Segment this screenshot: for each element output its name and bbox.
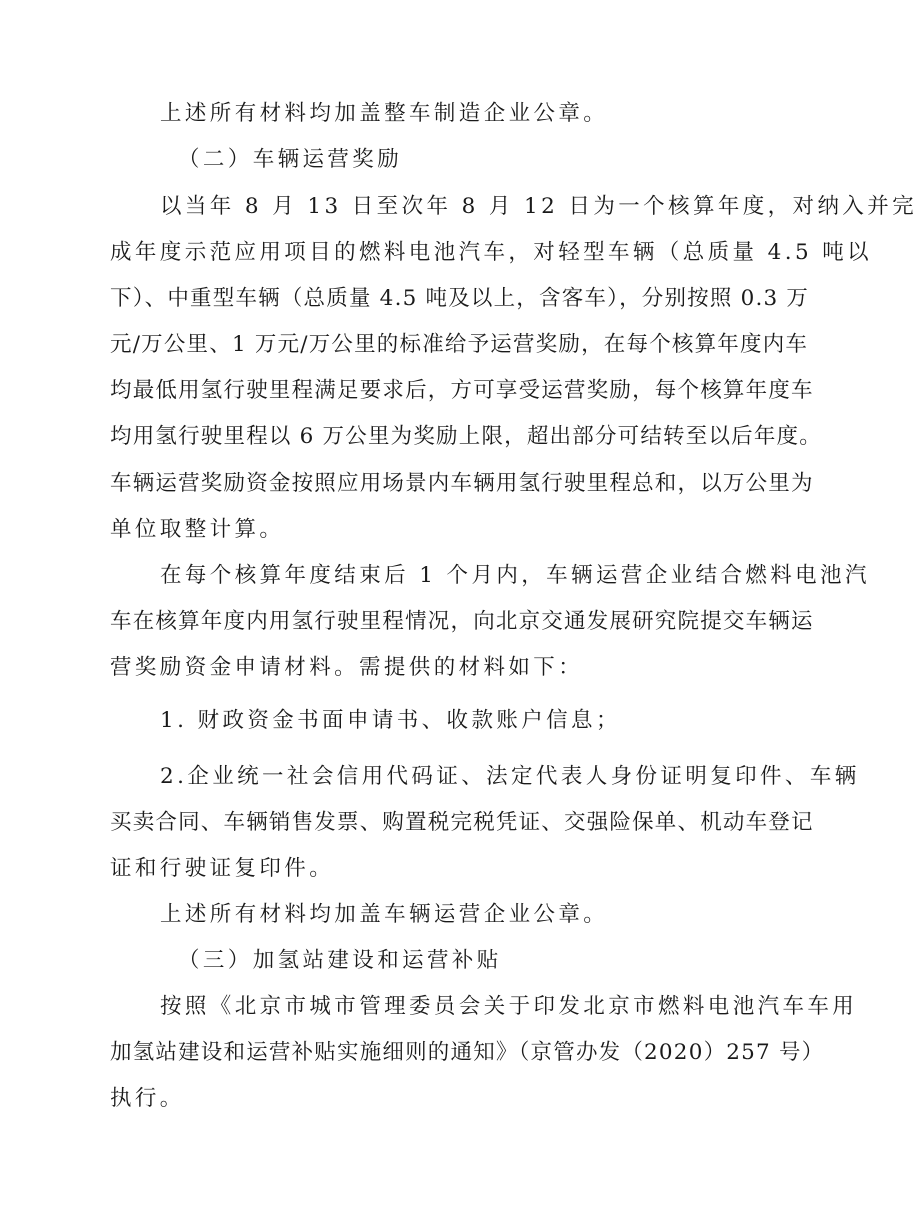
paragraph-line: 加氢站建设和运营补贴实施细则的通知》（京管办发（2020）257 号）	[110, 1040, 825, 1065]
list-item: 2.企业统一社会信用代码证、法定代表人身份证明复印件、车辆	[160, 764, 860, 789]
section-heading: （三）加氢站建设和运营补贴	[178, 948, 502, 973]
paragraph-line: 均最低用氢行驶里程满足要求后，方可享受运营奖励，每个核算年度车	[110, 378, 814, 403]
paragraph-line: 上述所有材料均加盖整车制造企业公章。	[160, 101, 609, 126]
paragraph-line: 单位取整计算。	[110, 517, 285, 542]
paragraph-line: 执行。	[110, 1086, 185, 1111]
paragraph-line: 证和行驶证复印件。	[110, 856, 335, 881]
paragraph-line: 上述所有材料均加盖车辆运营企业公章。	[160, 902, 609, 927]
paragraph-line: 在每个核算年度结束后 1 个月内，车辆运营企业结合燃料电池汽	[160, 563, 870, 588]
paragraph-line: 营奖励资金申请材料。需提供的材料如下：	[110, 655, 584, 680]
paragraph-line: 成年度示范应用项目的燃料电池汽车，对轻型车辆（总质量 4.5 吨以	[110, 240, 873, 265]
paragraph-line: 均用氢行驶里程以 6 万公里为奖励上限，超出部分可结转至以后年度。	[110, 424, 822, 449]
paragraph-line: 买卖合同、车辆销售发票、购置税完税凭证、交强险保单、机动车登记	[110, 810, 814, 835]
paragraph-line: 以当年 8 月 13 日至次年 8 月 12 日为一个核算年度，对纳入并完	[160, 194, 918, 219]
list-item: 1. 财政资金书面申请书、收款账户信息；	[160, 708, 621, 733]
section-heading: （二）车辆运营奖励	[178, 147, 403, 172]
paragraph-line: 元/万公里、1 万元/万公里的标准给予运营奖励，在每个核算年度内车	[110, 332, 809, 357]
paragraph-line: 车在核算年度内用氢行驶里程情况，向北京交通发展研究院提交车辆运	[110, 609, 814, 634]
paragraph-line: 下）、中重型车辆（总质量 4.5 吨及以上，含客车），分别按照 0.3 万	[110, 286, 810, 311]
paragraph-line: 车辆运营奖励资金按照应用场景内车辆用氢行驶里程总和，以万公里为	[110, 471, 814, 496]
paragraph-line: 按照《北京市城市管理委员会关于印发北京市燃料电池汽车车用	[160, 994, 858, 1019]
